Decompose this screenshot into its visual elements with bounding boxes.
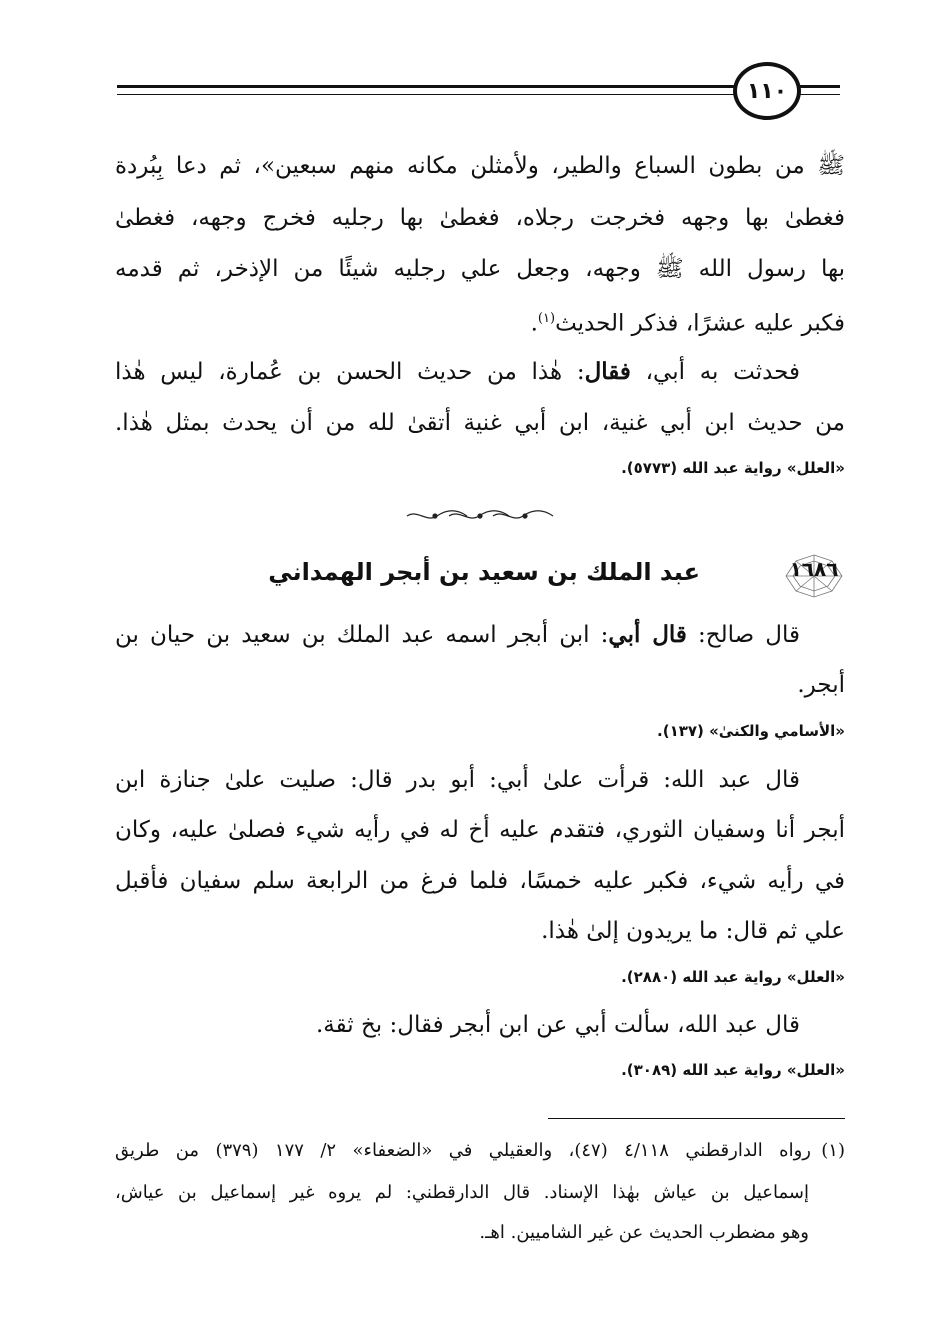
text-line: أبجر أنا وسفيان الثوري، فتقدم عليه أخ له في رأيه شيء فصلىٰ عليه، وكان <box>115 817 845 843</box>
text-line: ﷺ من بطون السباع والطير، ولأمثلن مكانه منهم سبعين»، ثم دعا بِبُردة <box>115 153 845 179</box>
header-rule-thin <box>117 94 745 95</box>
footnote-line: إسماعيل بن عياش بهٰذا الإسناد. قال الدارقطني: لم يروه غير إسماعيل بن عياش، <box>115 1182 809 1203</box>
entry-number-badge <box>778 553 850 599</box>
source-citation: «العلل» رواية عبد الله (٥٧٧٣). <box>621 459 845 477</box>
text-segment: فكبر عليه عشرًا، فذكر الحديث <box>555 310 845 337</box>
text-line: في رأيه شيء، فكبر عليه خمسًا، فلما فرغ من الرابعة سلم سفيان فأقبل <box>115 868 845 894</box>
bold-keyword: قال أبي <box>608 621 687 648</box>
source-citation: «العلل» رواية عبد الله (٣٠٨٩). <box>621 1061 845 1079</box>
text-segment: قال صالح: <box>686 622 801 648</box>
text-line <box>115 357 845 387</box>
text-segment: : هٰذا من حديث الحسن بن عُمارة، ليس هٰذا <box>115 359 585 385</box>
text-line: من حديث ابن أبي غنية، ابن أبي غنية أتقىٰ لله من أن يحدث بمثل هٰذا. <box>115 410 845 436</box>
page-number-badge <box>733 62 801 120</box>
source-citation: «العلل» رواية عبد الله (٢٨٨٠). <box>621 968 845 986</box>
text-line <box>115 620 845 650</box>
text-line: علي ثم قال: ما يريدون إلىٰ هٰذا. <box>541 918 845 944</box>
page-number: ١١٠ <box>746 78 788 104</box>
footnote-separator <box>548 1118 845 1119</box>
footnote-line <box>115 1138 845 1164</box>
text-line <box>115 304 845 339</box>
footnote-marker: (١) <box>821 1140 845 1161</box>
text-segment: . <box>530 310 538 337</box>
entry-title: عبد الملك بن سعيد بن أبجر الهمداني <box>268 558 700 586</box>
text-segment: فحدثت به أبي، <box>630 359 801 385</box>
ornament-divider-icon <box>405 509 555 523</box>
source-citation: «الأسامي والكنىٰ» (١٣٧). <box>657 722 845 740</box>
header-rule <box>117 85 745 88</box>
footnote-reference[interactable]: (١) <box>537 311 556 326</box>
entry-number: ١٦٨٦ <box>789 557 839 581</box>
text-segment: : ابن أبجر اسمه عبد الملك بن سعيد بن حيان بن <box>115 622 609 648</box>
bold-keyword: فقال <box>584 358 631 385</box>
header-rule-right <box>800 85 840 88</box>
footnote-line: وهو مضطرب الحديث عن غير الشاميين. اهـ. <box>479 1222 809 1243</box>
text-line: قال عبد الله، سألت أبي عن ابن أبجر فقال: بخ ثقة. <box>315 1012 800 1038</box>
text-line: قال عبد الله: قرأت علىٰ أبي: أبو بدر قال: صليت علىٰ جنازة ابن <box>115 767 800 793</box>
text-line: بها رسول الله ﷺ وجهه، وجعل علي رجليه شيئًا من الإذخر، ثم قدمه <box>115 256 845 282</box>
text-line: فغطىٰ بها وجهه فخرجت رجلاه، فغطىٰ بها رجليه فخرج وجهه، فغطىٰ <box>115 205 845 231</box>
text-line: أبجر. <box>797 672 845 698</box>
header-rule-right-thin <box>800 94 840 95</box>
text-segment: رواه الدارقطني ٤/١١٨ (٤٧)، والعقيلي في «الضعفاء» ٢/ ١٧٧ (٣٧٩) من طريق <box>115 1140 811 1161</box>
